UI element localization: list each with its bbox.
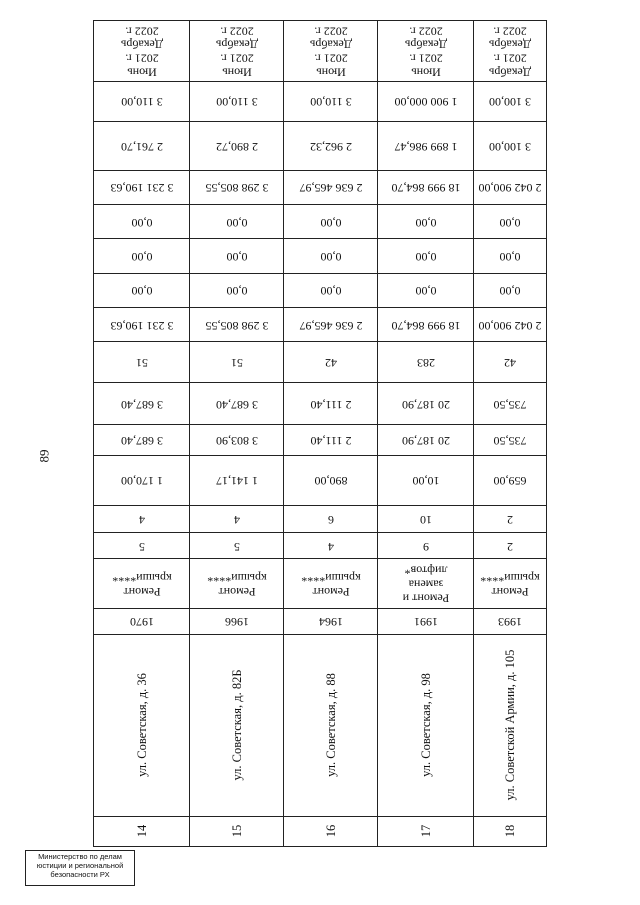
value-text: 0,00	[131, 215, 152, 230]
value-text: 2 636 465,97	[299, 181, 362, 196]
value-text: 1 141,17	[215, 474, 258, 489]
value-text: 0,00	[499, 215, 521, 230]
value-text: 3 803,90	[215, 433, 258, 448]
c14-row	[94, 204, 547, 238]
value-text: 2 636 465,97	[299, 318, 362, 333]
value-cell	[474, 455, 547, 506]
value-cell	[378, 81, 474, 121]
value-cell	[94, 239, 190, 273]
value-text: 3 100,00	[489, 95, 531, 110]
value-text: 2 761,70	[120, 139, 163, 154]
value-text: 18 999 864,70	[391, 181, 460, 196]
value-cell	[474, 308, 547, 342]
c16-row	[94, 122, 547, 171]
period-row	[94, 21, 547, 82]
value-cell	[474, 382, 547, 424]
value-text: 4	[138, 513, 145, 528]
address-text: ул. Советская, д. 88	[323, 673, 338, 777]
c5-row	[94, 533, 547, 558]
value-text: 890,00	[314, 474, 347, 489]
work-cell	[474, 558, 547, 609]
index-text: 18	[502, 825, 517, 838]
work-row	[94, 558, 547, 609]
value-cell	[94, 506, 190, 533]
value-cell	[378, 455, 474, 506]
value-text: 3 298 805,55	[205, 318, 268, 333]
value-cell	[284, 506, 378, 533]
period-text: Декабрь 2021 г. Декабрь 2022 г.	[488, 24, 532, 80]
value-cell	[474, 81, 547, 121]
value-text: 5	[233, 539, 240, 554]
value-cell	[94, 204, 190, 238]
value-text: 2 890,72	[215, 139, 258, 154]
value-text: 3 231 190,63	[110, 318, 173, 333]
address-cell	[94, 634, 190, 816]
value-cell	[94, 81, 190, 121]
c11-row	[94, 308, 547, 342]
value-text: 3 100,00	[489, 139, 531, 154]
value-cell	[378, 239, 474, 273]
value-cell	[378, 425, 474, 455]
work-text: Ремонт крыши****	[480, 570, 540, 599]
value-cell	[284, 425, 378, 455]
address-text: ул. Советской Армии, д. 105	[502, 649, 517, 801]
work-text: Ремонт крыши****	[206, 570, 267, 599]
period-cell	[474, 21, 547, 82]
value-cell	[284, 170, 378, 204]
value-text: 10,00	[412, 474, 439, 489]
value-text: 2 042 900,00	[478, 318, 542, 333]
value-cell	[94, 308, 190, 342]
period-cell	[378, 21, 474, 82]
value-text: 0,00	[226, 249, 247, 264]
works-table	[93, 20, 547, 847]
value-text: 283	[416, 356, 435, 371]
value-cell	[474, 342, 547, 382]
value-cell	[474, 239, 547, 273]
address-text: ул. Советская, д. 82Б	[229, 669, 244, 781]
year-cell	[378, 609, 474, 634]
value-text: 5	[138, 539, 145, 554]
address-text: ул. Советская, д. 36	[134, 673, 149, 777]
period-text: Июнь 2021 г. Декабрь 2022 г.	[309, 24, 352, 80]
value-cell	[190, 455, 284, 506]
c13-row	[94, 239, 547, 273]
work-cell	[190, 558, 284, 609]
c17-row	[94, 81, 547, 121]
value-text: 20 187,90	[401, 397, 450, 412]
value-text: 2 962,32	[309, 139, 352, 154]
index-text: 16	[323, 825, 338, 838]
value-text: 0,00	[320, 215, 341, 230]
year-text: 1970	[129, 615, 154, 630]
year-row	[94, 609, 547, 634]
value-text: 51	[230, 356, 243, 371]
value-text: 20 187,90	[401, 433, 450, 448]
address-cell	[378, 634, 474, 816]
value-text: 3 231 190,63	[110, 181, 173, 196]
value-cell	[190, 533, 284, 558]
value-cell	[378, 204, 474, 238]
value-cell	[94, 273, 190, 307]
year-text: 1993	[498, 615, 522, 630]
value-cell	[94, 425, 190, 455]
value-cell	[190, 308, 284, 342]
year-cell	[190, 609, 284, 634]
value-text: 2 111,40	[309, 397, 352, 412]
value-cell	[94, 455, 190, 506]
period-cell	[284, 21, 378, 82]
value-text: 0,00	[226, 215, 247, 230]
year-text: 1964	[318, 615, 343, 630]
period-cell	[94, 21, 190, 82]
c8-row	[94, 425, 547, 455]
c6-row	[94, 506, 547, 533]
value-cell	[190, 81, 284, 121]
value-cell	[190, 122, 284, 171]
value-text: 18 999 864,70	[391, 318, 460, 333]
value-text: 0,00	[320, 284, 341, 299]
value-cell	[190, 382, 284, 424]
c9-row	[94, 382, 547, 424]
value-cell	[378, 170, 474, 204]
ministry-stamp	[25, 850, 135, 886]
value-cell	[474, 122, 547, 171]
value-cell	[378, 342, 474, 382]
year-cell	[474, 609, 547, 634]
value-cell	[190, 342, 284, 382]
value-text: 0,00	[131, 284, 152, 299]
work-cell	[284, 558, 378, 609]
stamp-line: Министерство по делам	[38, 852, 122, 861]
value-text: 51	[135, 356, 148, 371]
address-cell	[284, 634, 378, 816]
value-cell	[378, 382, 474, 424]
value-cell	[190, 170, 284, 204]
value-text: 1 899 986,47	[394, 139, 457, 154]
value-text: 3 110,00	[309, 95, 352, 110]
page-number: 89	[36, 449, 52, 463]
value-cell	[284, 239, 378, 273]
address-row	[94, 634, 547, 816]
index-text: 15	[229, 825, 244, 838]
period-text: Июнь 2021 г. Декабрь 2022 г.	[215, 24, 258, 80]
value-text: 3 687,40	[120, 397, 163, 412]
value-text: 2	[507, 513, 513, 528]
value-cell	[190, 425, 284, 455]
c12-row	[94, 273, 547, 307]
value-text: 3 298 805,55	[205, 181, 268, 196]
index-row	[94, 816, 547, 846]
value-cell	[378, 122, 474, 171]
value-cell	[378, 506, 474, 533]
value-cell	[474, 204, 547, 238]
value-cell	[474, 533, 547, 558]
index-cell	[378, 816, 474, 846]
value-text: 0,00	[415, 284, 436, 299]
value-text: 0,00	[499, 249, 521, 264]
value-text: 4	[233, 513, 240, 528]
value-cell	[378, 273, 474, 307]
value-text: 735,50	[493, 397, 527, 412]
value-cell	[474, 425, 547, 455]
period-text: Июнь 2021 г. Декабрь 2022 г.	[404, 24, 447, 80]
value-text: 0,00	[415, 249, 436, 264]
work-text: Ремонт крыши****	[111, 570, 172, 599]
value-cell	[190, 204, 284, 238]
value-cell	[190, 506, 284, 533]
stamp-line: юстиции и региональной	[36, 861, 124, 870]
value-text: 4	[327, 539, 334, 554]
address-cell	[474, 634, 547, 816]
value-text: 42	[504, 356, 516, 371]
index-cell	[190, 816, 284, 846]
c7-row	[94, 455, 547, 506]
value-text: 1 170,00	[120, 474, 163, 489]
value-cell	[190, 239, 284, 273]
index-cell	[474, 816, 547, 846]
index-text: 17	[418, 825, 433, 838]
index-text: 14	[134, 825, 149, 838]
value-text: 0,00	[226, 284, 247, 299]
value-cell	[284, 308, 378, 342]
value-text: 2 111,40	[309, 433, 352, 448]
work-text: Ремонт крыши****	[300, 570, 361, 599]
c10-row	[94, 342, 547, 382]
value-cell	[284, 382, 378, 424]
value-text: 2	[507, 539, 513, 554]
value-text: 0,00	[131, 249, 152, 264]
value-cell	[94, 170, 190, 204]
value-cell	[284, 533, 378, 558]
value-cell	[284, 81, 378, 121]
index-cell	[94, 816, 190, 846]
value-text: 6	[327, 513, 334, 528]
index-cell	[284, 816, 378, 846]
value-text: 9	[422, 539, 429, 554]
value-cell	[190, 273, 284, 307]
value-cell	[378, 533, 474, 558]
value-text: 0,00	[415, 215, 436, 230]
value-cell	[474, 506, 547, 533]
address-cell	[190, 634, 284, 816]
value-text: 3 687,40	[120, 433, 163, 448]
address-text: ул. Советская, д. 98	[418, 673, 433, 777]
value-text: 42	[324, 356, 337, 371]
value-text: 0,00	[320, 249, 341, 264]
value-cell	[284, 204, 378, 238]
value-cell	[284, 273, 378, 307]
work-cell	[94, 558, 190, 609]
value-cell	[474, 273, 547, 307]
value-cell	[284, 342, 378, 382]
value-cell	[94, 122, 190, 171]
value-text: 3 687,40	[215, 397, 258, 412]
value-cell	[378, 308, 474, 342]
work-text: Ремонт и замена лифтов*	[402, 563, 449, 606]
value-cell	[94, 533, 190, 558]
year-cell	[284, 609, 378, 634]
year-cell	[94, 609, 190, 634]
year-text: 1991	[413, 615, 438, 630]
value-text: 735,50	[493, 433, 527, 448]
value-text: 3 110,00	[215, 95, 258, 110]
value-text: 659,00	[493, 474, 527, 489]
value-text: 10	[419, 513, 432, 528]
value-cell	[284, 455, 378, 506]
c15-row	[94, 170, 547, 204]
value-cell	[284, 122, 378, 171]
value-text: 0,00	[499, 284, 521, 299]
value-text: 2 042 900,00	[478, 181, 542, 196]
period-cell	[190, 21, 284, 82]
value-text: 1 900 000,00	[394, 95, 457, 110]
year-text: 1966	[224, 615, 249, 630]
value-cell	[474, 170, 547, 204]
period-text: Июнь 2021 г. Декабрь 2022 г.	[120, 24, 163, 80]
value-text: 3 110,00	[120, 95, 163, 110]
value-cell	[94, 382, 190, 424]
work-cell	[378, 558, 474, 609]
stamp-line: безопасности РХ	[50, 870, 110, 879]
value-cell	[94, 342, 190, 382]
